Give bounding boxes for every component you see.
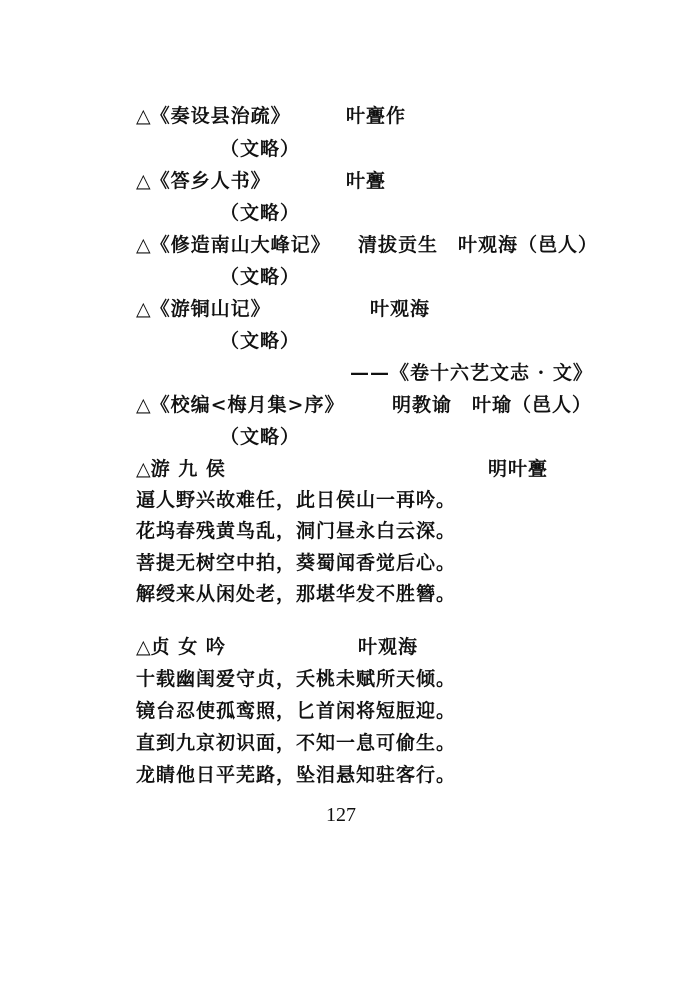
- poem-line: 解绶来从闲处老，那堪华发不胜簪。: [136, 583, 457, 605]
- triangle-marker-icon: △: [136, 170, 151, 192]
- entry-author: 叶观海: [370, 298, 431, 320]
- poem-line: 直到九京初识面，不知一息可偷生。: [136, 732, 457, 754]
- entry-title: 《游铜山记》: [150, 298, 271, 320]
- entry-author: 叶亹作: [346, 105, 407, 127]
- poem-line: 逼人野兴故难任，此日侯山一再吟。: [136, 489, 457, 511]
- entry-title: 《奏设县治疏》: [150, 105, 291, 127]
- poem-line: 十载幽闺爱守贞，夭桃未赋所天倾。: [136, 668, 457, 690]
- entry-note: （文略）: [220, 330, 301, 352]
- poem-title: 贞 女 吟: [150, 636, 226, 658]
- entry-note: （文略）: [220, 266, 301, 288]
- entry-5-heading: [136, 392, 344, 418]
- poem-line: 菩提无树空中拍，葵蜀闻香觉后心。: [136, 552, 457, 574]
- entry-1-heading: [136, 103, 291, 129]
- triangle-marker-icon: △: [136, 636, 151, 658]
- triangle-marker-icon: △: [136, 458, 151, 480]
- page-number: 127: [326, 804, 356, 826]
- entry-author: 叶亹: [346, 170, 387, 192]
- poem-author: 叶观海: [358, 636, 419, 658]
- entry-note: （文略）: [220, 138, 301, 160]
- entry-3-heading: [136, 232, 331, 258]
- poem-author: 明叶亹: [488, 458, 549, 480]
- poem-line: 花坞春残黄鸟乱，洞门昼永白云深。: [136, 520, 457, 542]
- entry-title: 《校编<梅月集>序》: [150, 394, 345, 416]
- entry-author: 清拔贡生 叶观海（邑人）: [358, 234, 599, 256]
- entry-title: 《修造南山大峰记》: [150, 234, 331, 256]
- poem-line: 龙睛他日平芜路，坠泪悬知驻客行。: [136, 764, 457, 786]
- source-citation: ——《卷十六艺文志 · 文》: [350, 362, 593, 384]
- triangle-marker-icon: △: [136, 298, 151, 320]
- entry-2-heading: [136, 168, 271, 194]
- entry-author: 明教谕 叶瑜（邑人）: [392, 394, 593, 416]
- entry-title: 《答乡人书》: [150, 170, 271, 192]
- poem-1-heading: [136, 456, 226, 482]
- triangle-marker-icon: △: [136, 394, 151, 416]
- triangle-marker-icon: △: [136, 234, 151, 256]
- entry-note: （文略）: [220, 426, 301, 448]
- triangle-marker-icon: △: [136, 105, 151, 127]
- entry-note: （文略）: [220, 202, 301, 224]
- entry-4-heading: [136, 296, 271, 322]
- poem-title: 游 九 侯: [150, 458, 226, 480]
- poem-2-heading: [136, 634, 226, 660]
- poem-line: 镜台忍使孤鸾照，匕首闲将短脰迎。: [136, 700, 457, 722]
